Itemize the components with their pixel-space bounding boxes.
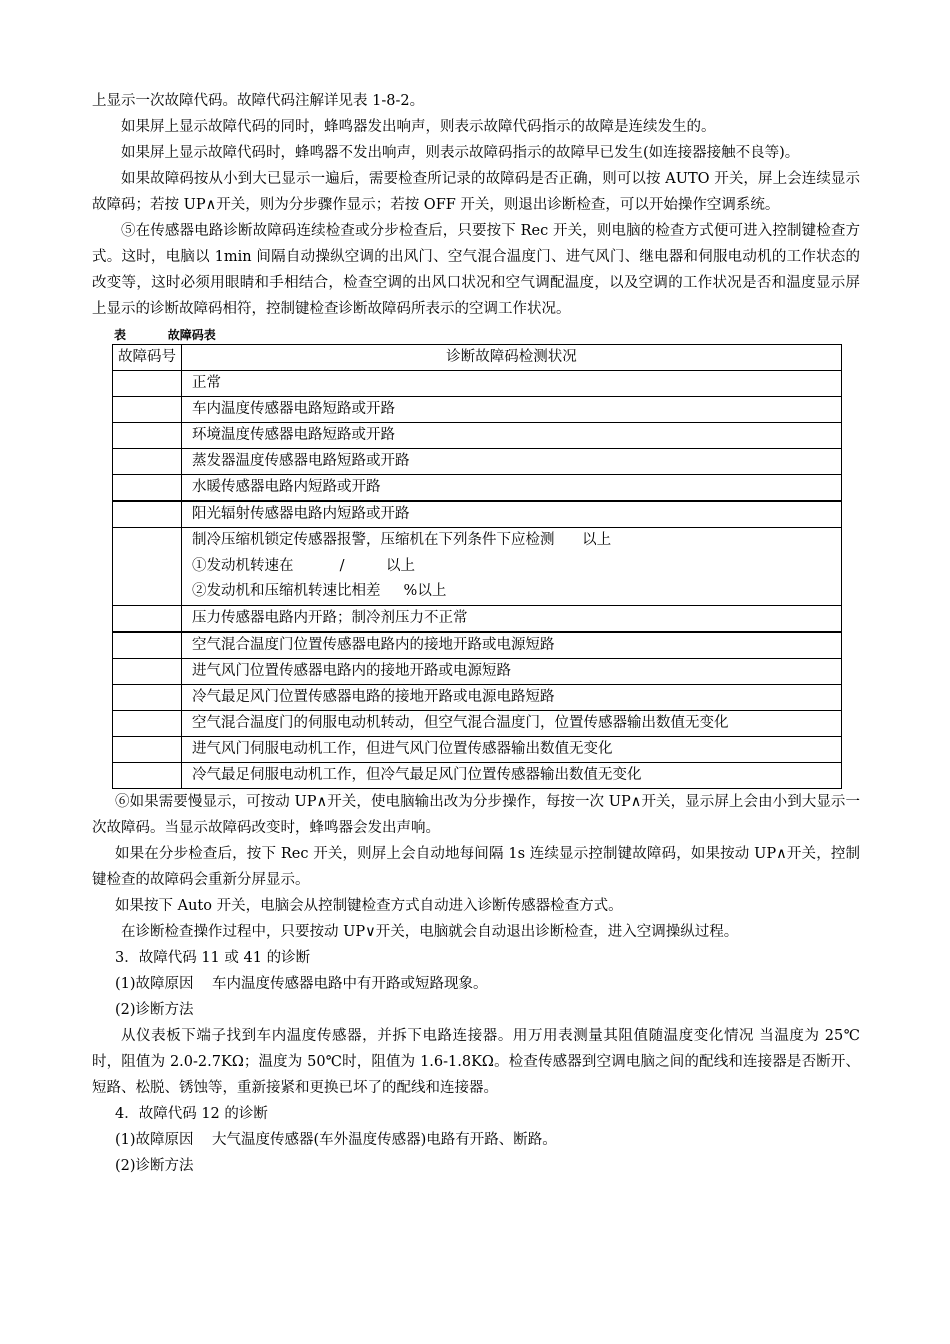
table-row <box>113 371 842 397</box>
cause-code-11-41: (1)故障原因 车内温度传感器电路中有开路或短路现象。 <box>115 975 488 992</box>
code-cell <box>113 632 182 659</box>
code-cell <box>113 501 182 528</box>
method-heading-11-41: (2)诊断方法 <box>115 1001 194 1018</box>
table-caption: 表 故障码表 <box>114 328 216 342</box>
status-cell: 空气混合温度门位置传感器电路内的接地开路或电源短路 <box>182 632 842 659</box>
status-cell: 水暖传感器电路内短路或开路 <box>182 475 842 502</box>
paragraph-buzzer-sound: 如果屏上显示故障代码的同时，蜂鸣器发出响声，则表示故障代码指示的故障是连续发生的。 <box>121 119 716 135</box>
status-cell-multiline <box>182 528 842 606</box>
status-cell: 进气风门位置传感器电路内的接地开路或电源短路 <box>182 658 842 684</box>
table-row <box>113 736 842 762</box>
paragraph-rec-switch: ⑤在传感器电路诊断故障码连续检查或分步检查后，只要按下 Rec 开关，则电脑的检查方式便可进入控制键检查方式。这时，电脑以 1min 间隔自动操纵空调的出风门、空气混合温度门、进气风门、继电器和伺服电动机的工作状态的改变等，这时必须用眼睛和手相结合，检查空调的出风口状况和空气调配温度，以及空调的工作状况是否和温度显示屏上显示的诊断故障码相符，控制键检查诊断故障码所表示的空调工作状况。 <box>92 223 860 317</box>
paragraph-auto-switch-2: 如果按下 Auto 开关，电脑会从控制键检查方式自动进入诊断传感器检查方式。 <box>115 897 623 914</box>
status-cell: 环境温度传感器电路短路或开路 <box>182 423 842 449</box>
status-cell: 进气风门伺服电动机工作，但进气风门位置传感器输出数值无变化 <box>182 736 842 762</box>
code-cell <box>113 423 182 449</box>
status-cell: 冷气最足伺服电动机工作，但冷气最足风门位置传感器输出数值无变化 <box>182 762 842 788</box>
paragraph-buzzer-silent: 如果屏上显示故障代码时，蜂鸣器不发出响声，则表示故障码指示的故障早已发生(如连接器接触不良等)。 <box>121 145 800 161</box>
header-status: 诊断故障码检测状况 <box>182 345 842 371</box>
code-cell <box>113 762 182 788</box>
table-row <box>113 632 842 659</box>
table-row <box>113 397 842 423</box>
status-cell: 空气混合温度门的伺服电动机转动，但空气混合温度门，位置传感器输出数值无变化 <box>182 710 842 736</box>
status-cell: 冷气最足风门位置传感器电路的接地开路或电源电路短路 <box>182 684 842 710</box>
table-header-row <box>113 345 842 371</box>
table-row <box>113 475 842 502</box>
status-cell: 压力传感器电路内开路；制冷剂压力不正常 <box>182 605 842 632</box>
table-row <box>113 423 842 449</box>
header-code: 故障码号 <box>113 345 182 371</box>
table-row <box>113 605 842 632</box>
fault-code-table <box>112 344 842 789</box>
code-cell <box>113 475 182 502</box>
table-row <box>113 449 842 475</box>
status-cell: 蒸发器温度传感器电路短路或开路 <box>182 449 842 475</box>
code-cell <box>113 371 182 397</box>
paragraph-rec-after-step: 如果在分步检查后，按下 Rec 开关，则屏上会自动地每间隔 1s 连续显示控制键故障码，如果按动 UP∧开关，控制键检查的故障码会重新分屏显示。 <box>92 845 860 888</box>
paragraph-auto-switch: 如果故障码按从小到大已显示一遍后，需要检查所记录的故障码是否正确，则可以按 AUTO 开关，屏上会连续显示故障码；若按 UP∧开关，则为分步骤作显示；若按 OFF 开关，则退出诊断检查，可以开始操作空调系统。 <box>92 171 860 213</box>
table-row <box>113 658 842 684</box>
table-row <box>113 501 842 528</box>
table-row <box>113 710 842 736</box>
code-cell <box>113 397 182 423</box>
status-line: ②发动机和压缩机转速比相差 %以上 <box>192 583 447 599</box>
code-cell <box>113 736 182 762</box>
code-cell <box>113 605 182 632</box>
table-row <box>113 762 842 788</box>
document-page <box>92 88 860 1179</box>
heading-code-11-41: 3．故障代码 11 或 41 的诊断 <box>115 949 311 966</box>
table-row <box>113 684 842 710</box>
method-code-11-41: 从仪表板下端子找到车内温度传感器，并拆下电路连接器。用万用表测量其阻值随温度变化情况 当温度为 25℃时，阻值为 2.0-2.7KΩ；温度为 50℃时，阻值为 1.6-1.8KΩ。检查传感器到空调电脑之间的配线和连接器是否断开、短路、松脱、锈蚀等，重新接紧和更换已坏了的配线和连接器。 <box>92 1027 860 1096</box>
status-cell: 阳光辐射传感器电路内短路或开路 <box>182 501 842 528</box>
code-cell <box>113 710 182 736</box>
cause-code-12: (1)故障原因 大气温度传感器(车外温度传感器)电路有开路、断路。 <box>115 1131 557 1148</box>
paragraph-continuation: 上显示一次故障代码。故障代码注解详见表 1-8-2。 <box>92 93 425 109</box>
status-cell: 正常 <box>182 371 842 397</box>
status-cell: 车内温度传感器电路短路或开路 <box>182 397 842 423</box>
status-line: 制冷压缩机锁定传感器报警，压缩机在下列条件下应检测 以上 <box>192 532 612 548</box>
method-heading-12: (2)诊断方法 <box>115 1157 194 1174</box>
paragraph-slow-display: ⑥如果需要慢显示，可按动 UP∧开关，使电脑输出改为分步操作，每按一次 UP∧开关，显示屏上会由小到大显示一次故障码。当显示故障码改变时，蜂鸣器会发出声响。 <box>92 793 860 836</box>
table-row-multiline <box>113 528 842 606</box>
paragraph-exit-diagnosis: 在诊断检查操作过程中，只要按动 UP∨开关，电脑就会自动退出诊断检查，进入空调操纵过程。 <box>121 923 739 940</box>
code-cell <box>113 528 182 606</box>
status-line: ①发动机转速在 / 以上 <box>192 557 415 574</box>
code-cell <box>113 449 182 475</box>
code-cell <box>113 684 182 710</box>
heading-code-12: 4．故障代码 12 的诊断 <box>115 1105 268 1122</box>
code-cell <box>113 658 182 684</box>
